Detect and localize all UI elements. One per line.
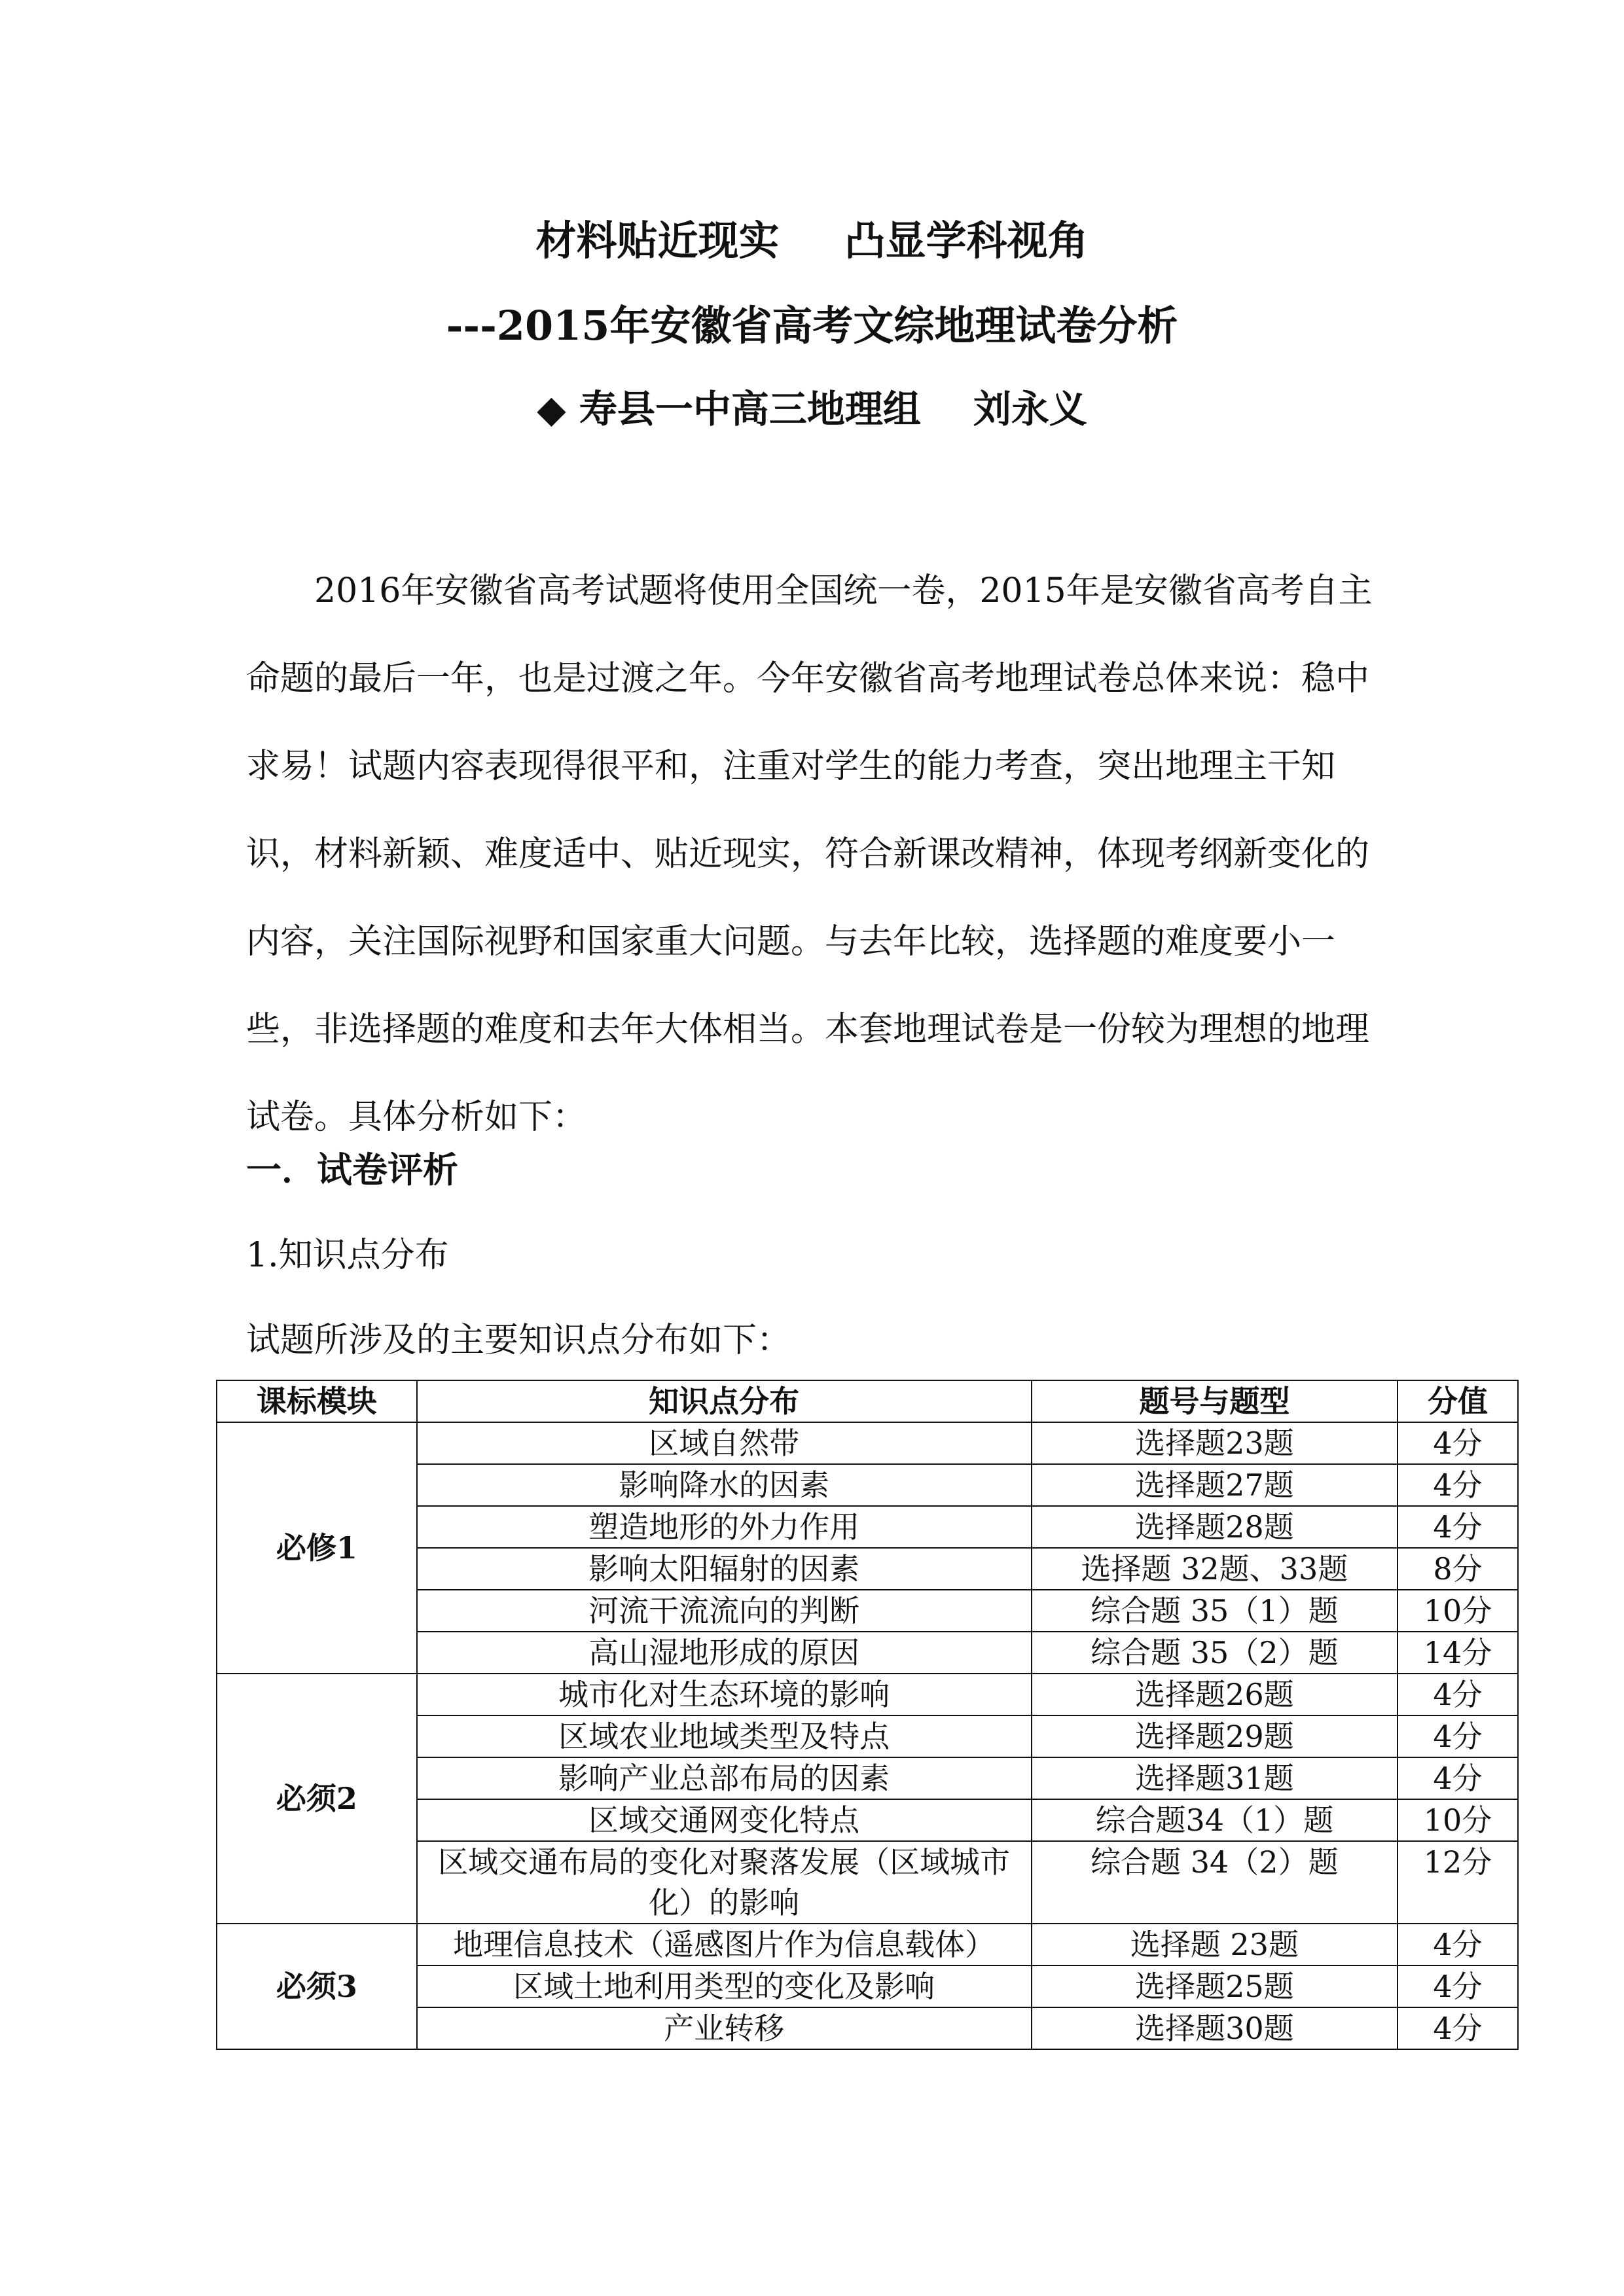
intro-paragraph — [246, 547, 1379, 1161]
score-cell: 4分 — [1398, 1924, 1518, 1965]
header-score: 分值 — [1398, 1380, 1518, 1422]
question-cell: 选择题23题 — [1032, 1422, 1398, 1464]
table-intro: 试题所涉及的主要知识点分布如下： — [246, 1321, 791, 1360]
topic-cell: 区域交通网变化特点 — [417, 1799, 1032, 1841]
module-cell: 必须3 — [217, 1924, 417, 2049]
topic-cell: 区域土地利用类型的变化及影响 — [417, 1965, 1032, 2007]
question-cell: 选择题25题 — [1032, 1965, 1398, 2007]
section-heading: 一．试卷评析 — [246, 1149, 458, 1191]
topic-cell: 影响产业总部布局的因素 — [417, 1757, 1032, 1799]
score-cell: 10分 — [1398, 1590, 1518, 1632]
score-cell: 4分 — [1398, 1757, 1518, 1799]
question-cell: 选择题 23题 — [1032, 1924, 1398, 1965]
page-title — [0, 208, 1624, 266]
question-cell: 选择题30题 — [1032, 2007, 1398, 2049]
table-row — [217, 1924, 1518, 1965]
score-cell: 10分 — [1398, 1799, 1518, 1841]
topic-cell: 区域农业地域类型及特点 — [417, 1715, 1032, 1757]
topic-cell: 河流干流流向的判断 — [417, 1590, 1032, 1632]
topic-cell: 塑造地形的外力作用 — [417, 1506, 1032, 1548]
module-cell: 必须2 — [217, 1674, 417, 1924]
score-cell: 4分 — [1398, 1506, 1518, 1548]
header-topic: 知识点分布 — [417, 1380, 1032, 1422]
topic-cell: 城市化对生态环境的影响 — [417, 1674, 1032, 1715]
author-name: 刘永义 — [973, 387, 1087, 431]
topic-cell: 影响太阳辐射的因素 — [417, 1548, 1032, 1590]
topic-cell: 产业转移 — [417, 2007, 1032, 2049]
header-question: 题号与题型 — [1032, 1380, 1398, 1422]
question-cell: 选择题26题 — [1032, 1674, 1398, 1715]
score-cell: 4分 — [1398, 1422, 1518, 1464]
topic-cell: 高山湿地形成的原因 — [417, 1632, 1032, 1674]
page-subtitle: ---2015年安徽省高考文综地理试卷分析 — [446, 302, 1178, 350]
subsection-heading: 1.知识点分布 — [246, 1236, 449, 1275]
table-row — [217, 1674, 1518, 1715]
intro-text: 2016年安徽省高考试题将使用全国统一卷，2015年是安徽省高考自主命题的最后一年，也是过渡之年。今年安徽省高考地理试卷总体来说：稳中求易！试题内容表现得很平和，注重对学生的能力考查，突出地理主干知识，材料新颖、难度适中、贴近现实，符合新课改精神，体现考纲新变化的内容，关注国际视野和国家重大问题。与去年比较，选择题的难度要小一些，非选择题的难度和去年大体相当。本套地理试卷是一份较为理想的地理试卷。具体分析如下： — [246, 571, 1373, 1137]
score-cell: 12分 — [1398, 1841, 1518, 1924]
question-cell: 选择题31题 — [1032, 1757, 1398, 1799]
author-affiliation: ◆ 寿县一中高三地理组 — [537, 387, 921, 431]
author-line — [0, 378, 1624, 433]
score-cell: 4分 — [1398, 1965, 1518, 2007]
score-cell: 4分 — [1398, 1674, 1518, 1715]
table-header-row — [217, 1380, 1518, 1422]
question-cell: 综合题 35（2）题 — [1032, 1632, 1398, 1674]
topic-cell: 区域交通布局的变化对聚落发展（区域城市化）的影响 — [417, 1841, 1032, 1924]
score-cell: 4分 — [1398, 1464, 1518, 1506]
score-cell: 4分 — [1398, 2007, 1518, 2049]
title-part-2: 凸显学科视角 — [844, 217, 1089, 264]
topic-cell: 区域自然带 — [417, 1422, 1032, 1464]
question-cell: 综合题 34（2）题 — [1032, 1841, 1398, 1924]
question-cell: 选择题29题 — [1032, 1715, 1398, 1757]
module-cell: 必修1 — [217, 1422, 417, 1674]
score-cell: 8分 — [1398, 1548, 1518, 1590]
question-cell: 选择题27题 — [1032, 1464, 1398, 1506]
knowledge-table — [216, 1380, 1519, 2050]
question-cell: 综合题 35（1）题 — [1032, 1590, 1398, 1632]
question-cell: 综合题34（1）题 — [1032, 1799, 1398, 1841]
question-cell: 选择题28题 — [1032, 1506, 1398, 1548]
score-cell: 14分 — [1398, 1632, 1518, 1674]
topic-cell: 地理信息技术（遥感图片作为信息载体） — [417, 1924, 1032, 1965]
title-part-1: 材料贴近现实 — [535, 217, 780, 264]
score-cell: 4分 — [1398, 1715, 1518, 1757]
question-cell: 选择题 32题、33题 — [1032, 1548, 1398, 1590]
topic-cell: 影响降水的因素 — [417, 1464, 1032, 1506]
header-module: 课标模块 — [217, 1380, 417, 1422]
table-row — [217, 1422, 1518, 1464]
